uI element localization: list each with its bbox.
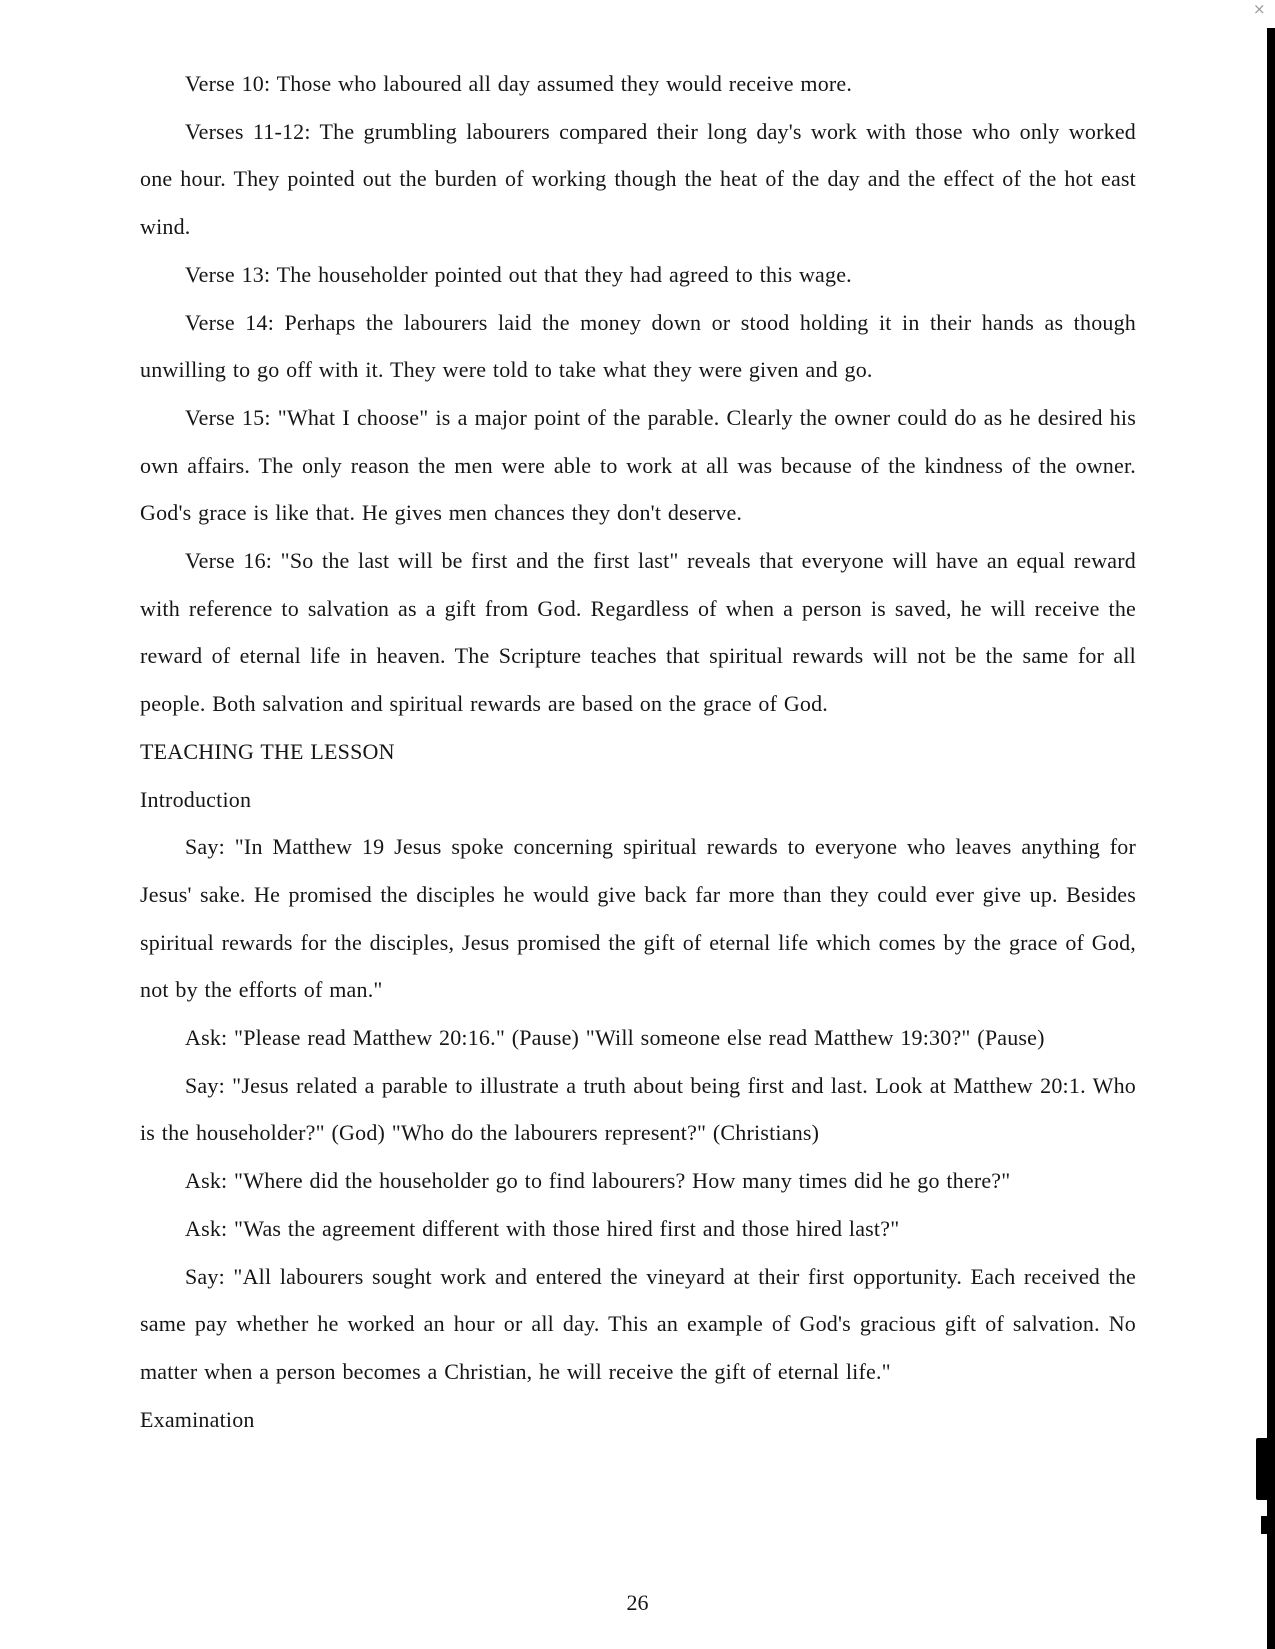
scan-edge-artifact (1267, 28, 1275, 1649)
subsection-heading-examination: Examination (140, 1406, 255, 1432)
page-number: 26 (626, 1590, 649, 1615)
paragraph-ask-agreement: Ask: "Was the agreement different with those hired first and those hired last?" (185, 1215, 900, 1241)
paragraph-verses-11-12: Verses 11-12: The grumbling labourers compared their long day's work with those who only worked one hour. They pointed out the burden of working though the heat of the day and the effect of the hot east wind. (140, 118, 1136, 240)
paragraph-say-matthew-19: Say: "In Matthew 19 Jesus spoke concerning spiritual rewards to everyone who leaves anything for Jesus' sake. He promised the disciples he would give back far more than they could ever give up. Besides spiritual rewards for the disciples, Jesus promised the gift of eternal life which comes by the grace of God, not by the efforts of man." (140, 834, 1136, 1003)
paragraph-verse-16: Verse 16: "So the last will be first and the first last" reveals that everyone will have an equal reward with reference to salvation as a gift from God. Regardless of when a person is saved, he will receive the reward of eternal life in heaven. The Scripture teaches that spiritual rewards will not be the same for all people. Both salvation and spiritual rewards are based on the grace of God. (140, 548, 1136, 717)
paragraph-say-all-labourers: Say: "All labourers sought work and entered the vineyard at their first opportunity. Each received the same pay whether he worked an hour or all day. This an example of God's gracious gift of salvation. No matter when a person becomes a Christian, he will receive the gift of eternal life." (140, 1263, 1136, 1384)
scan-corner-speck-icon (1253, 2, 1267, 16)
paragraph-ask-where-householder: Ask: "Where did the householder go to find labourers? How many times did he go there?" (185, 1168, 1011, 1194)
paragraph-verse-14: Verse 14: Perhaps the labourers laid the money down or stood holding it in their hands as though unwilling to go off with it. They were told to take what they were given and go. (140, 309, 1136, 383)
paragraph-verse-13: Verse 13: The householder pointed out that they had agreed to this wage. (185, 261, 852, 287)
section-heading-teaching-the-lesson: TEACHING THE LESSON (140, 738, 395, 764)
document-text-block (140, 60, 1136, 1443)
scan-edge-blob-artifact-small (1261, 1516, 1275, 1534)
paragraph-verse-15: Verse 15: "What I choose" is a major point of the parable. Clearly the owner could do as he desired his own affairs. The only reason the men were able to work at all was because of the kindness of the owner. God's grace is like that. He gives men chances they don't deserve. (140, 404, 1136, 526)
scan-edge-blob-artifact (1256, 1438, 1275, 1500)
paragraph-ask-read-matthew: Ask: "Please read Matthew 20:16." (Pause) "Will someone else read Matthew 19:30?" (Pause) (185, 1025, 1045, 1051)
subsection-heading-introduction: Introduction (140, 786, 252, 812)
paragraph-say-parable: Say: "Jesus related a parable to illustrate a truth about being first and last. Look at Matthew 20:1. Who is the householder?" (God) "Who do the labourers represent?" (Christians) (140, 1072, 1136, 1146)
paragraph-verse-10: Verse 10: Those who laboured all day assumed they would receive more. (185, 71, 853, 96)
